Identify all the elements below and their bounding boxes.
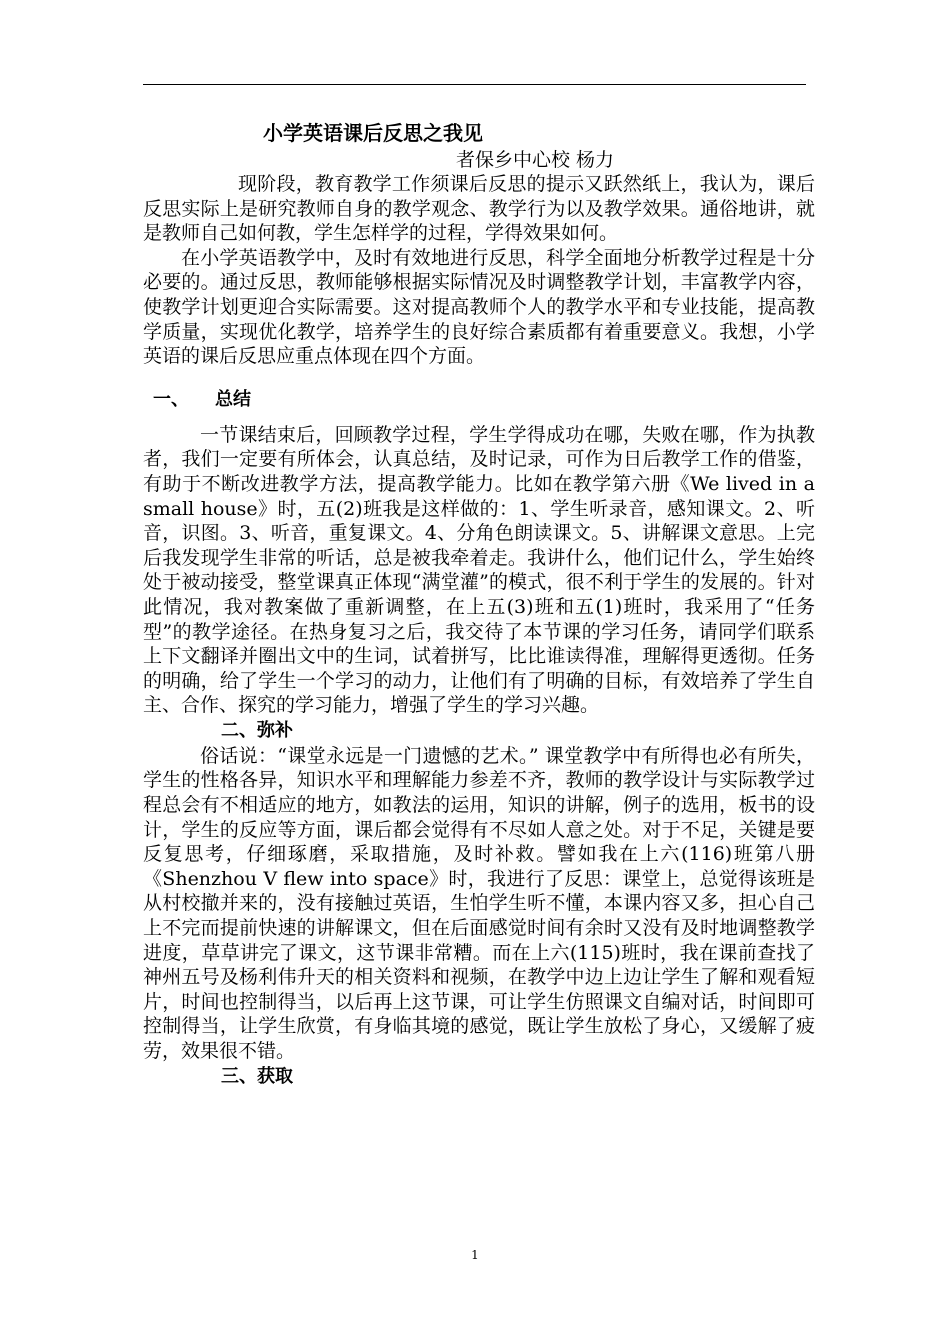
section-number: 一、 xyxy=(153,388,189,410)
document-body xyxy=(143,118,815,1090)
intro-paragraph-2: 在小学英语教学中，及时有效地进行反思，科学全面地分析教学过程是十分必要的。通过反思，教师能够根据实际情况及时调整教学计划，丰富教学内容，使教学计划更迎合实际需要。这对提高教师个人的教学水平和专业技能，提高教学质量，实现优化教学，培养学生的良好综合素质都有着重要意义。我想，小学英语的课后反思应重点体现在四个方面。 xyxy=(143,246,815,368)
intro-paragraph-1: 现阶段，教育教学工作须课后反思的提示又跃然纸上，我认为，课后反思实际上是研究教师自身的教学观念、教学行为以及教学效果。通俗地讲，就是教师自己如何教，学生怎样学的过程，学得效果如何。 xyxy=(143,173,815,245)
section-heading-summary xyxy=(153,385,815,415)
section-heading-remedy: 二、弥补 xyxy=(221,719,293,741)
document-author: 者保乡中心校 杨力 xyxy=(456,149,615,171)
remedy-paragraph: 俗话说：“课堂永远是一门遗憾的艺术。” 课堂教学中有所得也必有所失，学生的性格各异，知识水平和理解能力参差不齐，教师的教学设计与实际教学过程总会有不相适应的地方，如教法的运用，知识的讲解，例子的选用，板书的设计，学生的反应等方面，课后都会觉得有不尽如人意之处。对于不足，关键是要反复思考，仔细琢磨，采取措施，及时补救。譬如我在上六(116)班第八册《Shenzhou V flew into space》时，我进行了反思：课堂上，总觉得该班是从村校撤并来的，没有接触过英语，生怕学生听不懂，本课内容又多，担心自己上不完而提前快速的讲解课文，但在后面感觉时间有余时又没有及时地调整教学进度，草草讲完了课文，这节课非常糟。而在上六(115)班时，我在课前查找了神州五号及杨利伟升天的相关资料和视频，在教学中边上边让学生了解和观看短片，时间也控制得当，以后再上这节课，可让学生仿照课文自编对话，时间即可控制得当，让学生欣赏，有身临其境的感觉，既让学生放松了身心，又缓解了疲劳，效果很不错。 xyxy=(143,744,815,1062)
header-rule xyxy=(143,84,806,85)
section-heading-gain: 三、获取 xyxy=(221,1065,293,1087)
page-number: 1 xyxy=(471,1248,479,1262)
document-title: 小学英语课后反思之我见 xyxy=(263,121,483,145)
summary-paragraph: 一节课结束后，回顾教学过程，学生学得成功在哪，失败在哪，作为执教者，我们一定要有所体会，认真总结，及时记录，可作为日后教学工作的借鉴，有助于不断改进教学方法，提高教学能力。比如在教学第六册《We lived in a small house》时，五(2)班我是这样做的：1、学生听录音，感知课文。2、听音，识图。3、听音，重复课文。4、分角色朗读课文。5、讲解课文意思。上完后我发现学生非常的听话，总是被我牵着走。我讲什么，他们记什么，学生始终处于被动接受，整堂课真正体现“满堂灌”的模式，很不利于学生的发展的。针对此情况，我对教案做了重新调整，在上五(3)班和五(1)班时，我采用了“任务型”的教学途径。在热身复习之后，我交待了本节课的学习任务，请同学们联系上下文翻译并圈出文中的生词，试着拼写，比比谁读得准，理解得更透彻。任务的明确，给了学生一个学习的动力，让他们有了明确的目标，有效培养了学生自主、合作、探究的学习能力，增强了学生的学习兴趣。 xyxy=(143,423,815,717)
section-title: 总结 xyxy=(215,388,251,410)
